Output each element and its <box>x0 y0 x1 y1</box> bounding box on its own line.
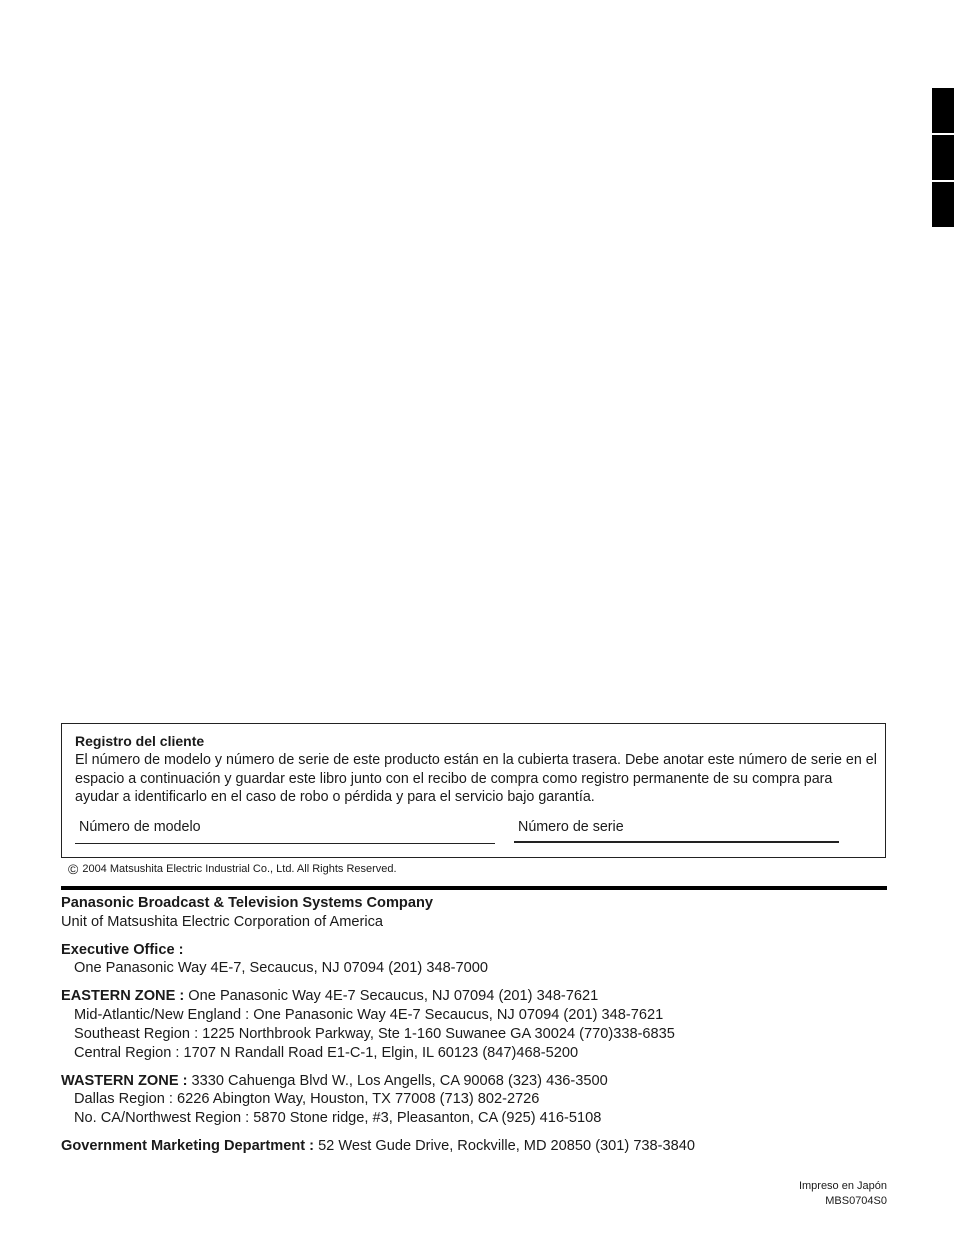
customer-registration-box <box>61 723 886 858</box>
eastern-zone-heading <box>61 987 921 1006</box>
serial-number-label: Número de serie <box>518 819 624 835</box>
western-region-line: No. CA/Northwest Region : 5870 Stone ridge, #3, Pleasanton, CA (925) 416-5108 <box>74 1109 602 1126</box>
company-block <box>61 894 921 931</box>
printed-in-label: Impreso en Japón <box>798 1180 887 1192</box>
government-marketing-block <box>61 1137 921 1156</box>
copyright-text: 2004 Matsushita Electric Industrial Co., Ltd. All Rights Reserved. <box>82 863 397 875</box>
company-unit: Unit of Matsushita Electric Corporation of America <box>61 913 384 930</box>
section-divider <box>61 886 887 890</box>
model-number-field <box>75 819 495 844</box>
company-name: Panasonic Broadcast & Television Systems Company <box>61 895 433 911</box>
registration-body: El número de modelo y número de serie de este producto están en la cubierta trasera. Debe anotar este número de serie en el espacio a continuación y guardar este libro junto con el recibo de compra como registro permanente de su compra para ayudar a identificarlo en el caso de robo o pérdida y para el servicio bajo garantía. <box>75 752 877 806</box>
print-info <box>799 1179 887 1208</box>
eastern-zone-block <box>61 987 921 1062</box>
western-zone-block <box>61 1072 921 1128</box>
western-zone-heading <box>61 1072 921 1091</box>
serial-number-field <box>514 819 839 843</box>
executive-office-address: One Panasonic Way 4E-7, Secaucus, NJ 07094 (201) 348-7000 <box>74 960 489 977</box>
western-zone-label: WASTERN ZONE : <box>61 1072 188 1089</box>
document-code: MBS0704S0 <box>825 1194 887 1207</box>
western-region-line: Dallas Region : 6226 Abington Way, Houston, TX 77008 (713) 802-2726 <box>74 1091 540 1108</box>
eastern-region-line: Southeast Region : 1225 Northbrook Parkway, Ste 1-160 Suwanee GA 30024 (770)338-6835 <box>74 1025 675 1042</box>
section-tab <box>932 182 954 227</box>
eastern-zone-address: One Panasonic Way 4E-7 Secaucus, NJ 07094 (201) 348-7621 <box>184 988 599 1005</box>
model-number-label: Número de modelo <box>79 819 201 835</box>
eastern-region-line: Central Region : 1707 N Randall Road E1-C-1, Elgin, IL 60123 (847)468-5200 <box>74 1044 579 1061</box>
section-tab <box>932 88 954 133</box>
copyright-notice <box>68 861 397 877</box>
government-marketing-address: 52 West Gude Drive, Rockville, MD 20850 (301) 738-3840 <box>314 1137 695 1154</box>
address-list <box>61 894 921 1165</box>
serial-number-line <box>514 841 839 843</box>
western-zone-address: 3330 Cahuenga Blvd W., Los Angells, CA 90068 (323) 436-3500 <box>187 1072 608 1089</box>
government-marketing-label: Government Marketing Department : <box>61 1137 315 1154</box>
registration-title: Registro del cliente <box>75 733 205 749</box>
copyright-icon: © <box>68 861 79 877</box>
model-number-line <box>75 843 495 844</box>
eastern-zone-label: EASTERN ZONE : <box>61 988 185 1005</box>
section-tabs <box>932 88 954 229</box>
executive-office-label: Executive Office : <box>61 941 184 958</box>
section-tab <box>932 135 954 180</box>
eastern-region-line: Mid-Atlantic/New England : One Panasonic Way 4E-7 Secaucus, NJ 07094 (201) 348-7621 <box>74 1007 664 1024</box>
executive-office-block <box>61 941 921 978</box>
